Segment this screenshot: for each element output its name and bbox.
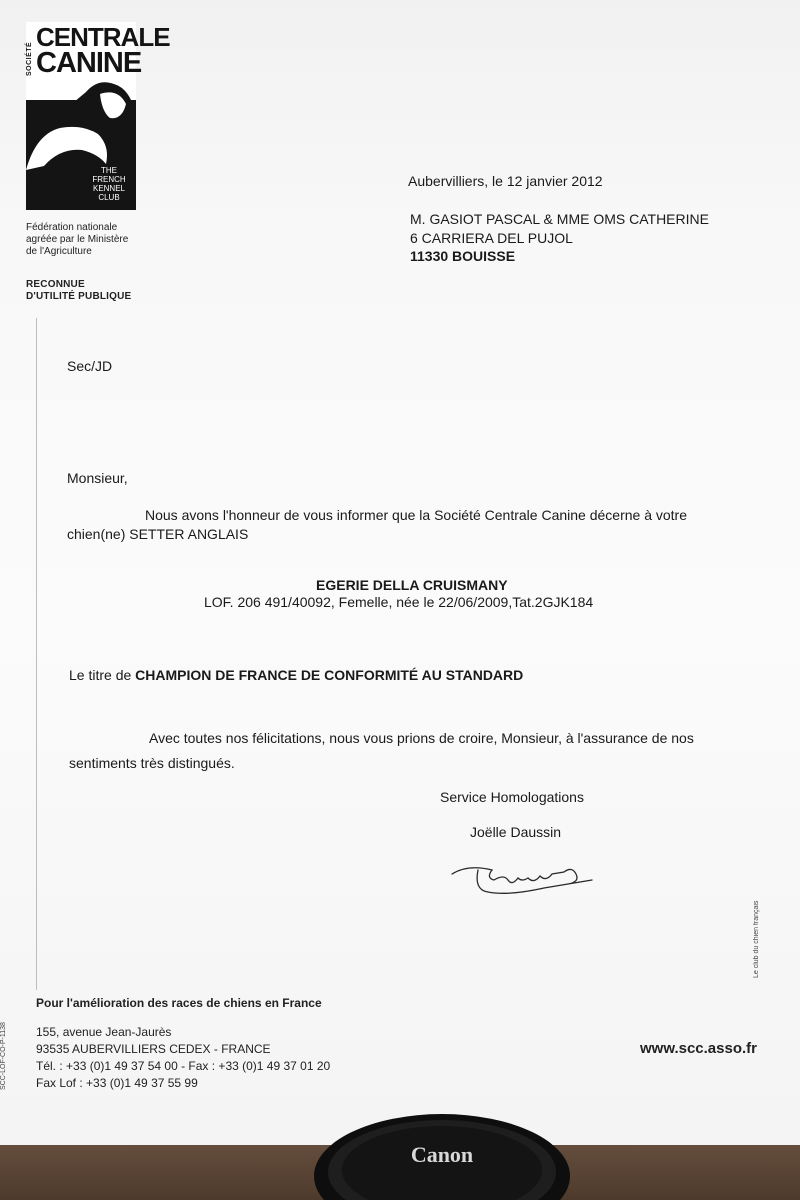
camera-lens-cap [312,1106,572,1200]
lens-cap-brand: Canon [410,1142,474,1167]
logo-word-centrale: CENTRALE [36,22,170,52]
website-link[interactable]: www.scc.asso.fr [640,1040,757,1057]
closing-line-2: sentiments très distingués. [69,755,235,771]
recipient-street: 6 CARRIERA DEL PUJOL [410,230,573,246]
federation-text: Fédération nationale agréée par le Ministère de l'Agriculture [26,222,129,257]
champion-title: CHAMPION DE FRANCE DE CONFORMITÉ AU STANDARD [135,667,524,683]
body-line-1: Nous avons l'honneur de vous informer que la Société Centrale Canine décerne à votre [145,507,687,523]
salutation: Monsieur, [67,470,128,486]
dog-name: EGERIE DELLA CRUISMANY [316,577,508,593]
recipient-city: 11330 BOUISSE [410,248,516,264]
reference: Sec/JD [67,358,113,374]
logo-tagline: THE FRENCH KENNEL CLUB [92,166,126,202]
signatory-name: Joëlle Daussin [470,824,562,840]
margin-rule [36,318,37,990]
footer-lead: Pour l'amélioration des races de chiens en France [36,996,322,1010]
closing-line-1: Avec toutes nos félicitations, nous vous prions de croire, Monsieur, à l'assurance de nos [149,730,694,746]
logo-societe: SOCIÉTÉ [26,41,33,77]
logo-word-canine: CANINE [36,47,142,79]
signature-drawing [448,856,598,900]
form-code: SCC-LOF-CO-P-1138 [0,1022,7,1090]
place-date: Aubervilliers, le 12 janvier 2012 [408,173,603,189]
title-prefix: Le titre de [69,667,132,683]
club-tagline-vertical: Le club du chien français [753,900,760,978]
title-line [69,667,523,684]
scc-logo [26,22,170,210]
department: Service Homologations [440,789,584,805]
body-line-2: chien(ne) SETTER ANGLAIS [67,526,249,542]
footer-address: 155, avenue Jean-Jaurès 93535 AUBERVILLIERS CEDEX - FRANCE Tél. : +33 (0)1 49 37 54 00 - Fax : +33 (0)1 49 37 01 20 Fax Lof : +33 (0)1 49 37 55 99 [36,1025,331,1090]
recipient-name: M. GASIOT PASCAL & MME OMS CATHERINE [410,211,709,227]
dog-details: LOF. 206 491/40092, Femelle, née le 22/06/2009,Tat.2GJK184 [204,594,594,610]
public-utility-text: RECONNUE D'UTILITÉ PUBLIQUE [26,279,132,302]
